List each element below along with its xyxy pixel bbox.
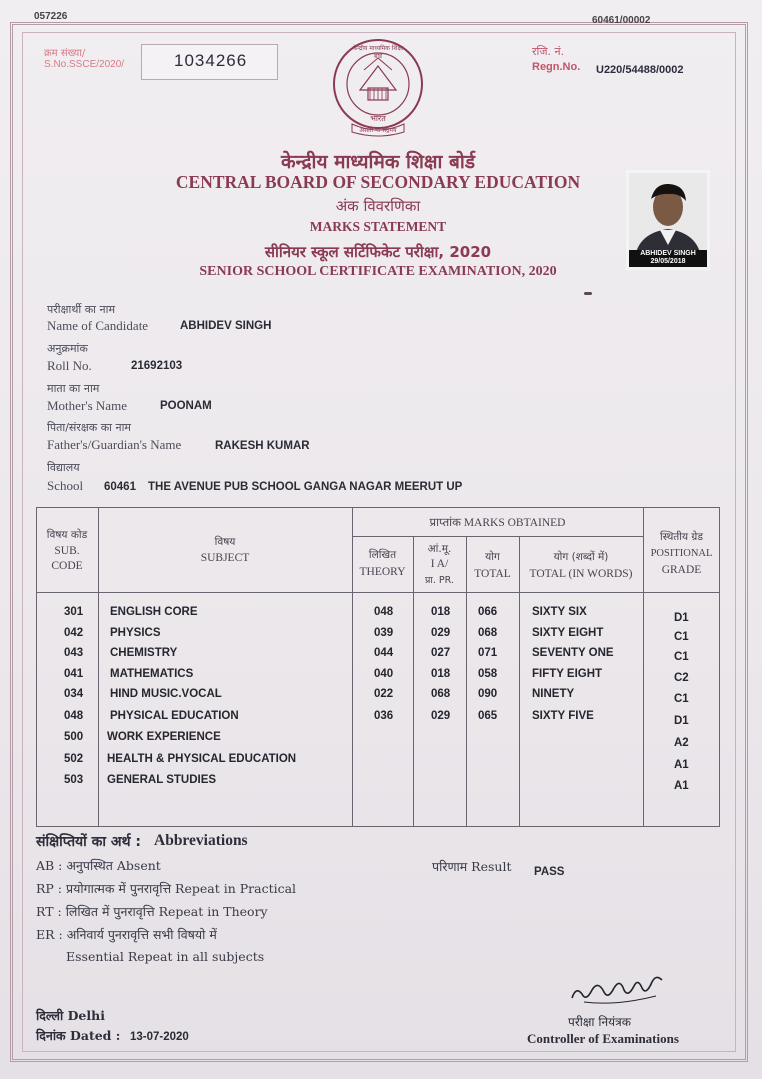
cell-subject: WORK EXPERIENCE <box>107 731 221 743</box>
cell-code: 502 <box>64 753 84 765</box>
header-words-en: TOTAL (IN WORDS) <box>529 568 633 580</box>
header-grade-hi: स्थितीय ग्रेड <box>660 531 703 543</box>
cell-words: FIFTY EIGHT <box>532 668 603 680</box>
portrait-image <box>629 173 707 257</box>
abbr-er: ER : अनिवार्य पुनरावृत्ति सभी विषयो में <box>36 927 217 942</box>
cell-subject: ENGLISH CORE <box>110 606 198 618</box>
board-name-hi: केन्द्रीय माध्यमिक शिक्षा बोर्ड <box>281 151 475 173</box>
cell-code: 042 <box>64 627 84 639</box>
cell-words: SIXTY SIX <box>532 606 587 618</box>
cell-grade: A2 <box>674 737 689 749</box>
controller-hi: परीक्षा नियंत्रक <box>568 1015 631 1029</box>
result-value: PASS <box>534 866 565 878</box>
abbr-er-en: Essential Repeat in all subjects <box>66 949 265 964</box>
cell-code: 503 <box>64 774 84 786</box>
header-code-en2: CODE <box>51 560 83 572</box>
header-subject-en: SUBJECT <box>200 552 250 564</box>
school-label-en: School <box>47 478 84 493</box>
cell-code: 041 <box>64 668 84 680</box>
cell-grade: A1 <box>674 780 689 792</box>
cell-grade: D1 <box>674 612 689 624</box>
cell-code: 301 <box>64 606 84 618</box>
header-grade-en1: POSITIONAL <box>650 548 713 559</box>
cell-total: 066 <box>478 606 498 618</box>
school-name: THE AVENUE PUB SCHOOL GANGA NAGAR MEERUT UP <box>148 481 463 493</box>
cell-grade: C1 <box>674 631 689 643</box>
cell-grade: C1 <box>674 693 689 705</box>
header-marks-obtained: प्राप्तांक MARKS OBTAINED <box>429 517 566 529</box>
serial-number: 1034266 <box>174 51 248 70</box>
regn-number: U220/54488/0002 <box>596 64 684 76</box>
cell-subject: PHYSICAL EDUCATION <box>110 710 239 722</box>
header-total-en: TOTAL <box>474 568 511 580</box>
cell-ia: 018 <box>431 668 451 680</box>
photo-name: ABHIDEV SINGH <box>640 250 696 257</box>
mother-label-hi: माता का नाम <box>47 382 100 395</box>
cell-words: SEVENTY ONE <box>532 647 614 659</box>
cell-subject: CHEMISTRY <box>110 647 178 659</box>
name-label-hi: परीक्षार्थी का नाम <box>47 303 116 316</box>
cell-grade: A1 <box>674 759 689 771</box>
mother-name: POONAM <box>160 400 212 412</box>
header-ia-pr: प्रा. PR. <box>425 575 454 586</box>
father-label-en: Father's/Guardian's Name <box>47 437 182 452</box>
result-label: परिणाम Result <box>432 859 512 874</box>
cell-code: 500 <box>64 731 84 743</box>
exam-title-hi: सीनियर स्कूल सर्टिफिकेट परीक्षा, 2020 <box>264 243 492 261</box>
photo-date: 29/05/2018 <box>650 258 686 265</box>
header-words-hi: योग (शब्दों में) <box>553 551 609 563</box>
abbr-ab: AB : अनुपस्थित Absent <box>36 858 161 873</box>
cell-total: 090 <box>478 688 498 700</box>
father-label-hi: पिता/संरक्षक का नाम <box>47 421 132 434</box>
cell-words: SIXTY EIGHT <box>532 627 604 639</box>
cell-subject: MATHEMATICS <box>110 668 194 680</box>
issue-date: 13-07-2020 <box>130 1031 189 1043</box>
header-subject-hi: विषय <box>214 536 236 548</box>
serial-label-hi: क्रम संख्या/ <box>44 48 86 59</box>
regn-label-hi: रजि. नं. <box>532 45 565 58</box>
header-grade-en2: GRADE <box>661 564 702 576</box>
cell-ia: 068 <box>431 688 451 700</box>
cell-subject: PHYSICS <box>110 627 161 639</box>
cell-theory: 048 <box>374 606 394 618</box>
ink-mark <box>584 292 592 295</box>
cell-code: 034 <box>64 688 84 700</box>
emblem-text-top: केन्द्रीय माध्यमिक शिक्षा बोर्ड <box>352 45 404 60</box>
cell-theory: 044 <box>374 647 394 659</box>
mother-label-en: Mother's Name <box>47 398 127 413</box>
school-code: 60461 <box>104 481 136 493</box>
cell-subject: GENERAL STUDIES <box>107 774 217 786</box>
exam-title-en: SENIOR SCHOOL CERTIFICATE EXAMINATION, 2020 <box>199 264 557 279</box>
cell-words: NINETY <box>532 688 575 700</box>
cell-words: SIXTY FIVE <box>532 710 594 722</box>
cell-grade: C2 <box>674 672 689 684</box>
cell-subject: HIND MUSIC.VOCAL <box>110 688 222 700</box>
regn-label-en: Regn.No. <box>532 61 581 73</box>
school-label-hi: विद्यालय <box>47 461 80 474</box>
candidate-photo <box>626 170 710 270</box>
serial-box <box>141 44 278 80</box>
roll-number: 21692103 <box>131 360 183 372</box>
cell-total: 071 <box>478 647 498 659</box>
father-name: RAKESH KUMAR <box>215 440 310 452</box>
cell-theory: 040 <box>374 668 394 680</box>
signature-icon <box>566 968 676 1012</box>
corner-number-right: 60461/00002 <box>592 15 651 26</box>
abbr-rp: RP : प्रयोगात्मक में पुनरावृत्ति Repeat in Practical <box>36 881 297 896</box>
cell-total: 065 <box>478 710 498 722</box>
dated-label: दिनांक Dated : <box>36 1028 121 1043</box>
abbreviations-title-en: Abbreviations <box>154 832 248 849</box>
cell-total: 058 <box>478 668 498 680</box>
cell-ia: 029 <box>431 627 451 639</box>
emblem-motto: असतो मा सद्गमय <box>359 127 397 134</box>
emblem-text-mid: भारत <box>370 114 386 123</box>
photo-caption <box>629 250 707 267</box>
cell-code: 043 <box>64 647 84 659</box>
cell-ia: 018 <box>431 606 451 618</box>
cell-grade: D1 <box>674 715 689 727</box>
header-theory-hi: लिखित <box>368 549 397 561</box>
serial-label-en: S.No.SSCE/2020/ <box>44 59 125 70</box>
cell-total: 068 <box>478 627 498 639</box>
name-label-en: Name of Candidate <box>47 318 149 333</box>
cell-theory: 022 <box>374 688 394 700</box>
header-total-hi: योग <box>485 551 500 563</box>
header-code-en1: SUB. <box>54 545 80 557</box>
cell-ia: 027 <box>431 647 451 659</box>
statement-title-hi: अंक विवरणिका <box>335 197 421 215</box>
cell-theory: 036 <box>374 710 394 722</box>
header-code-hi: विषय कोड <box>46 529 88 541</box>
cell-subject: HEALTH & PHYSICAL EDUCATION <box>107 753 297 765</box>
cell-ia: 029 <box>431 710 451 722</box>
abbreviations-title-hi: संक्षिप्तियों का अर्थ : <box>36 834 142 850</box>
header-theory-en: THEORY <box>359 566 406 578</box>
abbr-rt: RT : लिखित में पुनरावृत्ति Repeat in Theory <box>36 904 268 919</box>
controller-en: Controller of Examinations <box>527 1031 679 1046</box>
cell-grade: C1 <box>674 651 689 663</box>
roll-label-hi: अनुक्रमांक <box>47 342 88 355</box>
corner-number-left: 057226 <box>34 11 68 22</box>
roll-label-en: Roll No. <box>47 358 92 373</box>
header-ia-en: I A/ <box>430 558 449 570</box>
header-ia-hi: आं.मू. <box>427 543 452 555</box>
cell-theory: 039 <box>374 627 394 639</box>
place: दिल्ली Delhi <box>36 1008 105 1023</box>
board-name-en: CENTRAL BOARD OF SECONDARY EDUCATION <box>175 172 581 192</box>
statement-title-en: MARKS STATEMENT <box>309 219 447 234</box>
cell-code: 048 <box>64 710 84 722</box>
candidate-name: ABHIDEV SINGH <box>180 320 272 332</box>
